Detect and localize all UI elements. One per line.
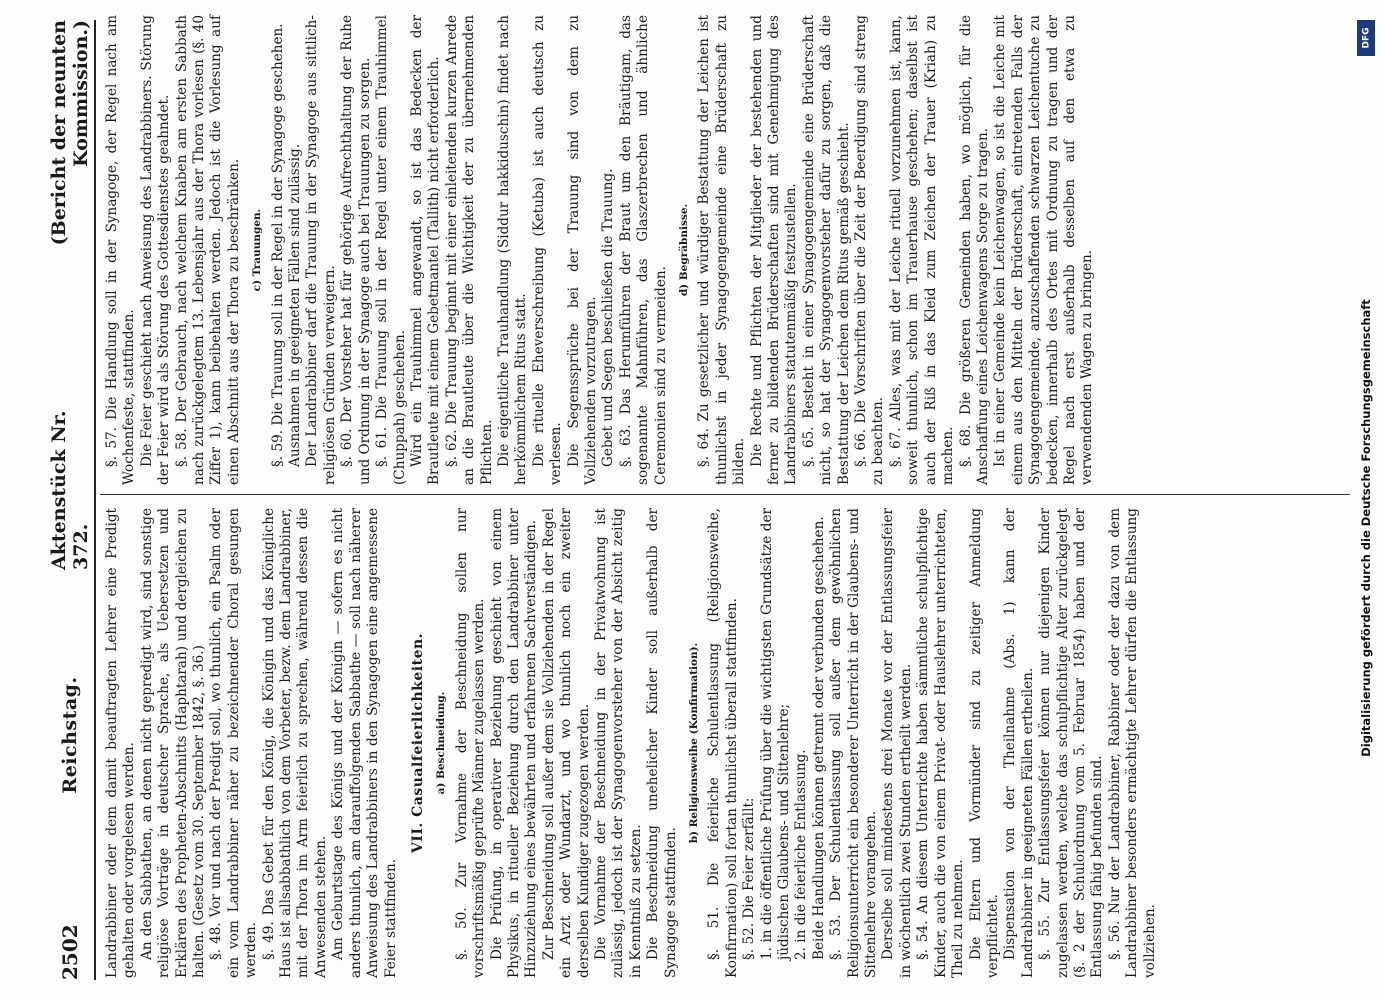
paragraph: Dispensation von der Theilnahme (Abs. 1) kann der Landrabbiner in geeigneten Fällen ertheilen. xyxy=(1002,508,1036,978)
paragraph: §. 66. Die Vorschriften über die Zeit der Beerdigung sind streng zu beachten. xyxy=(853,15,887,485)
paragraph: Ausnahmen in geeigneten Fällen sind zulässig. xyxy=(287,143,304,467)
paragraph: Die rituelle Eheverschreibung (Ketuba) ist auch deutsch zu verlesen. xyxy=(530,15,565,485)
column-divider xyxy=(100,494,1350,495)
paragraph: Derselbe soll mindestens drei Monate vor der Entlassungsfeier in wöchentlich zwei Stunden ertheilt werden. xyxy=(880,508,914,978)
paragraph: Die Eltern und Vormünder sind zu zeitiger Anmeldung verpflichtet. xyxy=(967,508,1001,978)
paragraph: §. 68. Die größeren Gemeinden haben, wo möglich, für die Anschaffung eines Leichenwagens Sorge zu tragen. xyxy=(957,15,991,485)
paragraph: Die Rechte und Pflichten der Mitglieder der bestehenden und ferner zu bildenden Brüderschaften sind mit Genehmigung des Landrabbiners statutenmäßig festzustellen. xyxy=(748,15,800,485)
subsection-heading: d) Begräbnisse. xyxy=(678,203,690,297)
paragraph: §. 65. Besteht in einer Synagogengemeinde eine Brüderschaft nicht, so hat der Synagogenvorsteher dafür zu sorgen, daß die Bestattung der Leichen dem Ritus gemäß geschieht. xyxy=(800,15,852,485)
rotated-document xyxy=(48,15,1360,980)
paragraph: Die Vornahme der Beschneidung in der Privatwohnung ist zulässig, jedoch ist der Synagogenvorsteher von der Absicht zeitig in Kenntniß zu setzen. xyxy=(592,508,644,978)
paragraph: §. 59. Die Trauung soll in der Regel in der Synagoge geschehen. xyxy=(269,23,286,467)
paragraph: §. 55. Zur Entlassungsfeier können nur diejenigen Kinder zugelassen werden, welche das schulpflichtige Alter zurückgelegt (§. 2 der Schulordnung vom 5. Februar 1854) haben und der Entlassung fähig befunden sind. xyxy=(1037,508,1106,978)
paragraph: §. 56. Nur der Landrabbiner, Rabbiner oder der dazu von dem Landrabbiner besonders ermächtigte Lehrer dürfen die Entlassung vollziehen. xyxy=(1106,508,1158,978)
list-item: 1. in die öffentliche Prüfung über die wichtigsten Grundsätze der jüdischen Glaubens- und Sittenlehre; xyxy=(758,508,793,960)
paragraph: Der Landrabbiner darf die Trauung in der Synagoge aus sittlich-religiösen Gründen verweigern. xyxy=(304,15,338,485)
subsection-heading: b) Religionsweihe (Konfirmation). xyxy=(688,642,700,844)
paragraph: Zur Beschneidung soll außer dem sie Vollziehenden in der Regel ein Arzt oder Wundarzt, und wo thunlich noch ein zweiter derselben Kundiger zugezogen werden. xyxy=(540,508,592,978)
paragraph: §. 60. Der Vorsteher hat für gehörige Aufrechthaltung der Ruhe und Ordnung in der Synagoge auch bei Trauungen zu sorgen. xyxy=(339,15,373,485)
paragraph: Landrabbiner oder dem damit beauftragten Lehrer eine Predigt gehalten oder vorgelesen werden. xyxy=(104,508,138,978)
paragraph: Am Geburtstage des Königs und der Königin — sofern es nicht anders thunlich, am darauffolgenden Sabbathe — soll nach näherer Anweisung des Landrabbiners in den Synagogen eine angemessene Feier stattfinden. xyxy=(330,508,399,978)
paragraph: §. 61. Die Trauung soll in der Regel unter einem Trauhimmel (Chuppah) geschehen. xyxy=(374,15,408,485)
paragraph: §. 57. Die Handlung soll in der Synagoge, der Regel nach am Wochenfeste, stattfinden. xyxy=(104,15,138,485)
paragraph: §. 58. Der Gebrauch, nach welchem Knaben am ersten Sabbath nach zurückgelegtem 13. Lebensjahr aus der Thora vorlesen (§. 40 Ziffer 1), kann beibehalten werden. Jedoch ist die Vorlesung auf einen Abschnitt aus der Thora zu beschränken. xyxy=(173,15,242,485)
paragraph: §. 64. Zu gesetzlicher und würdiger Bestattung der Leichen ist thunlichst in jeder Synagogengemeinde eine Brüderschaft zu bilden. xyxy=(696,15,748,485)
header-center-title: Aktenstück Nr. 372. xyxy=(48,410,92,570)
page-header xyxy=(50,20,90,980)
paragraph: §. 54. An diesem Unterrichte haben sämmtliche schulpflichtige Kinder, auch die von einem Privat- oder Hauslehrer unterrichteten, Theil zu nehmen. xyxy=(915,508,967,978)
paragraph: Die Segenssprüche bei der Trauung sind von dem zu Vollziehenden vorzutragen. xyxy=(565,15,599,485)
paragraph: Beide Handlungen können getrennt oder verbunden geschehen. xyxy=(810,516,827,960)
paragraph: An den Sabbathen, an denen nicht gepredigt wird, sind sonstige religiöse Vorträge in deutscher Sprache, als Uebersetzen und Erklären des Propheten-Abschnitts (Haphtarah) und dergleichen zu halten. (Gesetz vom 30. September 1842, §. 36.) xyxy=(138,508,208,978)
paragraph: §. 49. Das Gebet für den König, die Königin und das Königliche Haus ist allsabbathlich von dem Vorbeter, bezw. dem Landrabbiner, mit der Thora im Arm feierlich zu sprechen, während dessen die Anwesenden stehen. xyxy=(260,508,329,978)
page-number: 2502 xyxy=(58,924,82,980)
paragraph: §. 52. Die Feier zerfällt: xyxy=(741,797,758,960)
digitization-note: Digitalisierung gefördert durch die Deutsche Forschungsgemeinschaft xyxy=(1359,299,1373,757)
paragraph: Die eigentliche Trauhandlung (Siddur hakkiduschin) findet nach herkömmlichem Ritus statt. xyxy=(495,15,530,485)
paragraph: §. 62. Die Trauung beginnt mit einer einleitenden kurzen Anrede an die Brautleute über die Wichtigkeit der zu übernehmenden Pflichten. xyxy=(443,15,495,485)
left-column xyxy=(104,508,1159,978)
digitization-margin xyxy=(1357,20,1377,980)
paragraph: §. 67. Alles, was mit der Leiche rituell vorzunehmen ist, kann, soweit thunlich, schon im Trauerhause geschehen; daselbst ist auch der Riß in das Kleid zum Zeichen der Trauer (Kriah) zu machen. xyxy=(887,15,957,485)
paragraph: §. 63. Das Herumführen der Braut um den Bräutigam, das sogenannte Mahnführen, das Glaszerbrechen und ähnliche Ceremonien sind zu vermeiden. xyxy=(617,15,669,485)
subsection-heading: a) Beschneidung. xyxy=(435,691,448,795)
paragraph: §. 53. Der Schulentlassung soll außer dem gewöhnlichen Religionsunterricht ein besonderer Unterricht in der Glaubens- und Sittenlehre vorangehen. xyxy=(828,508,880,978)
subsection-heading: c) Trauungen. xyxy=(251,208,264,292)
header-left-title: Reichstag. xyxy=(59,676,81,794)
paragraph: Die Beschneidung unehelicher Kinder soll außerhalb der Synagoge stattfinden. xyxy=(645,508,679,978)
paragraph: §. 51. Die feierliche Schulentlassung (Religionsweihe, Konfirmation) soll fortan thunlichst überall stattfinden. xyxy=(706,508,740,978)
paragraph: Ist in einer Gemeinde kein Leichenwagen, so ist die Leiche mit einem aus den Mitteln der Brüderschaft, eintretenden Falls der Synagogengemeinde, anzuschaffenden schwarzen Leichentuche zu bedecken, innerhalb des Ortes mit Ordnung zu tragen und der Regel nach erst außerhalb desselben auf den etwa zu verwendenden Wagen zu bringen. xyxy=(992,15,1096,485)
paragraph: Gebet und Segen beschließen die Trauung. xyxy=(600,168,617,467)
paragraph: Wird ein Trauhimmel angewandt, so ist das Bedecken der Brautleute mit einem Gebetmantel (Tallith) nicht erforderlich. xyxy=(408,15,443,485)
section-heading: VII. Casualfeierlichkeiten. xyxy=(409,632,426,854)
right-column xyxy=(104,15,1097,485)
paragraph: Die Feier geschieht nach Anweisung des Landrabbiners. Störung der Feier wird als Störung des Gottesdienstes geahndet. xyxy=(138,15,173,485)
paragraph: §. 50. Zur Vornahme der Beschneidung sollen nur vorschriftsmäßig geprüfte Männer zugelassen werden. xyxy=(453,508,488,978)
header-rule xyxy=(94,20,96,980)
header-right-title: (Bericht der neunten Kommission.) xyxy=(48,20,92,246)
paragraph: §. 48. Vor und nach der Predigt soll, wo thunlich, ein Psalm oder ein vom Landrabbiner näher zu bezeichnender Choral gesungen werden. xyxy=(208,508,260,978)
list-item: 2. in die feierliche Entlassung. xyxy=(793,749,810,960)
dfg-logo: DFG xyxy=(1357,20,1375,56)
paragraph: Die Prüfung, in operativer Beziehung geschieht von einem Physikus, in ritueller Beziehung durch den Landrabbiner unter Hinzuziehung eines bewährten und erfahrenen Sachverständigen. xyxy=(488,508,540,978)
